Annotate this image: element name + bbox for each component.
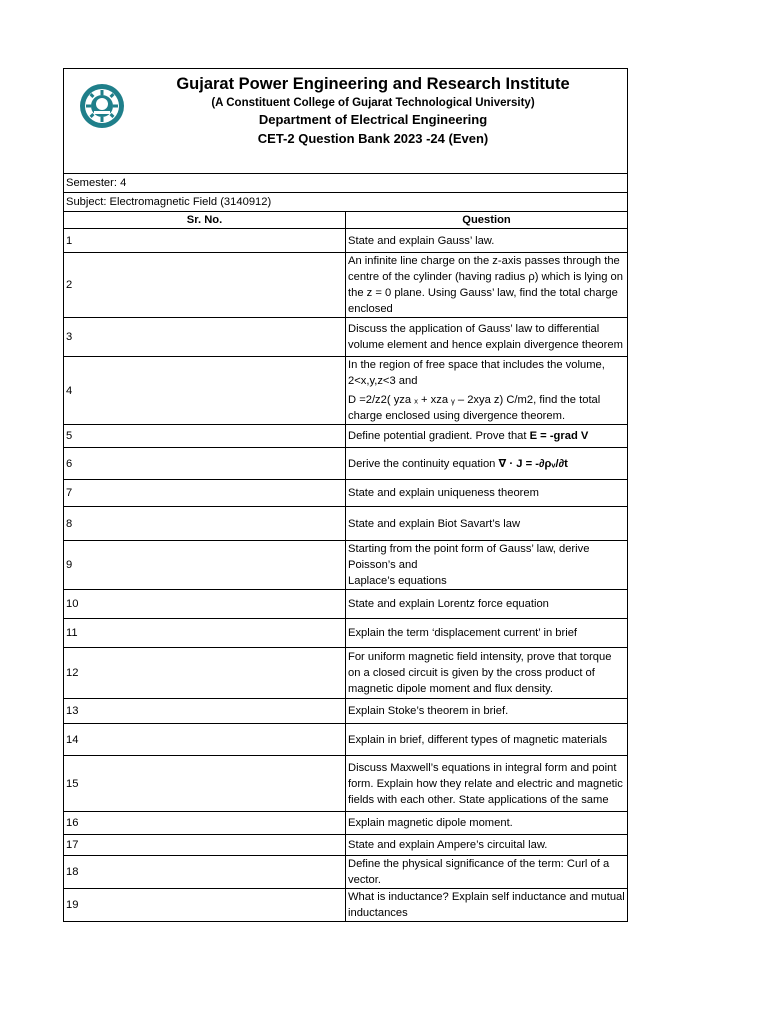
question-text: Explain in brief, different types of magnetic materials xyxy=(346,724,628,756)
question-row xyxy=(64,889,628,922)
question-bank-sheet xyxy=(63,68,628,922)
question-text: State and explain uniqueness theorem xyxy=(346,480,628,507)
column-header-row xyxy=(64,212,628,229)
question-text: What is inductance? Explain self inductance and mutual inductances xyxy=(346,889,628,922)
question-text: Explain magnetic dipole moment. xyxy=(346,812,628,835)
semester-row xyxy=(64,174,628,193)
subject-row xyxy=(64,193,628,212)
exam-title: CET-2 Question Bank 2023 -24 (Even) xyxy=(257,131,489,146)
question-text: State and explain Lorentz force equation xyxy=(346,590,628,619)
question-formula: E = -grad V xyxy=(529,430,589,442)
question-number: 2 xyxy=(64,253,346,318)
question-row xyxy=(64,318,628,357)
question-row xyxy=(64,425,628,448)
question-number: 10 xyxy=(64,590,346,619)
question-number: 11 xyxy=(64,619,346,648)
question-row xyxy=(64,699,628,724)
question-text xyxy=(346,448,628,480)
question-number: 14 xyxy=(64,724,346,756)
question-number: 16 xyxy=(64,812,346,835)
question-text: Discuss Maxwell’s equations in integral form and point form. Explain how they relate and electric and magnetic fields with each other. State applications of the same xyxy=(346,756,628,812)
question-number: 7 xyxy=(64,480,346,507)
question-text xyxy=(346,541,628,590)
question-row xyxy=(64,507,628,541)
question-text: Discuss the application of Gauss’ law to differential volume element and hence explain divergence theorem xyxy=(346,318,628,357)
question-number: 9 xyxy=(64,541,346,590)
question-row xyxy=(64,357,628,425)
question-text: Explain Stoke’s theorem in brief. xyxy=(346,699,628,724)
question-row xyxy=(64,756,628,812)
question-line: Starting from the point form of Gauss’ law, derive Poisson’s and xyxy=(348,543,590,571)
question-row xyxy=(64,541,628,590)
question-header: Question xyxy=(346,212,628,229)
question-prefix: Define potential gradient. Prove that xyxy=(348,430,530,442)
question-row xyxy=(64,648,628,699)
question-row xyxy=(64,619,628,648)
question-row xyxy=(64,253,628,318)
question-text: State and explain Biot Savart’s law xyxy=(346,507,628,541)
question-number: 3 xyxy=(64,318,346,357)
question-number: 15 xyxy=(64,756,346,812)
question-number: 12 xyxy=(64,648,346,699)
question-number: 1 xyxy=(64,229,346,253)
question-text: For uniform magnetic field intensity, prove that torque on a closed circuit is given by the cross product of magnetic dipole moment and flux density. xyxy=(346,648,628,699)
institute-name: Gujarat Power Engineering and Research Institute xyxy=(176,75,570,93)
question-number: 13 xyxy=(64,699,346,724)
question-number: 8 xyxy=(64,507,346,541)
question-number: 4 xyxy=(64,357,346,425)
question-text: Define the physical significance of the term: Curl of a vector. xyxy=(346,856,628,889)
document-header xyxy=(63,68,628,173)
question-row xyxy=(64,812,628,835)
question-line: D =2/z2( yza ₓ + xza ᵧ – 2xya z) C/m2, find the total charge enclosed using divergence theorem. xyxy=(348,394,601,422)
question-line: In the region of free space that includes the volume, 2<x,y,z<3 and xyxy=(348,359,605,387)
question-number: 18 xyxy=(64,856,346,889)
subject: Subject: Electromagnetic Field (3140912) xyxy=(64,193,628,212)
question-text xyxy=(346,425,628,448)
question-number: 19 xyxy=(64,889,346,922)
question-text xyxy=(346,357,628,425)
question-prefix: Derive the continuity equation xyxy=(348,457,499,470)
question-table xyxy=(63,173,628,922)
question-line: Laplace’s equations xyxy=(348,575,447,587)
question-formula: ∇ · J = -∂ρᵥ/∂t xyxy=(498,457,568,470)
question-text: State and explain Gauss’ law. xyxy=(346,229,628,253)
question-row xyxy=(64,448,628,480)
question-row xyxy=(64,724,628,756)
affiliation: (A Constituent College of Gujarat Technological University) xyxy=(211,97,535,109)
question-number: 6 xyxy=(64,448,346,480)
question-row xyxy=(64,480,628,507)
header-text xyxy=(119,73,627,149)
question-number: 5 xyxy=(64,425,346,448)
question-row xyxy=(64,229,628,253)
question-row xyxy=(64,856,628,889)
question-row xyxy=(64,590,628,619)
question-row xyxy=(64,835,628,856)
semester: Semester: 4 xyxy=(64,174,628,193)
question-text: Explain the term ‘displacement current’ in brief xyxy=(346,619,628,648)
question-text: An infinite line charge on the z-axis passes through the centre of the cylinder (having radius ρ) which is lying on the z = 0 plane. Using Gauss’ law, find the total charge enclosed xyxy=(346,253,628,318)
department-name: Department of Electrical Engineering xyxy=(258,112,488,127)
sr-no-header: Sr. No. xyxy=(64,212,346,229)
question-number: 17 xyxy=(64,835,346,856)
question-text: State and explain Ampere’s circuital law. xyxy=(346,835,628,856)
